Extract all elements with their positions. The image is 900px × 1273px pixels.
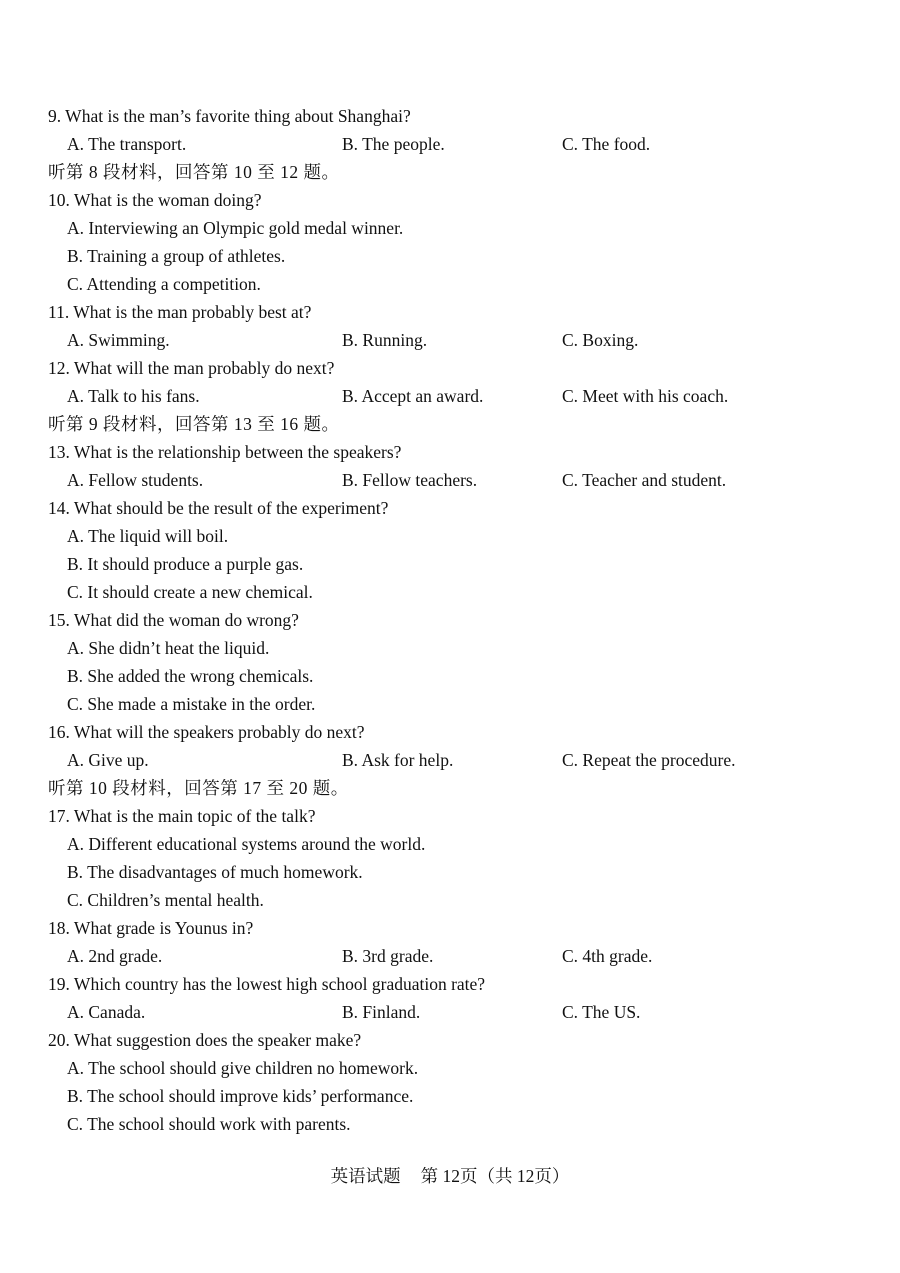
option-row bbox=[48, 942, 868, 970]
footer-subject: 英语试题 bbox=[330, 1166, 401, 1186]
option-a: A. Give up. bbox=[67, 750, 149, 770]
option-c: C. Repeat the procedure. bbox=[562, 750, 736, 770]
answer-option: A. Interviewing an Olympic gold medal winner. bbox=[67, 218, 404, 238]
question-text: 13. What is the relationship between the speakers? bbox=[48, 442, 402, 462]
question-text: 18. What grade is Younus in? bbox=[48, 918, 254, 938]
answer-option: B. The school should improve kids’ performance. bbox=[67, 1086, 414, 1106]
option-a: A. Swimming. bbox=[67, 330, 170, 350]
section-instruction: 听第 8 段材料，回答第 10 至 12 题。 bbox=[48, 162, 340, 182]
option-b: B. Fellow teachers. bbox=[342, 470, 478, 490]
option-a: A. Talk to his fans. bbox=[67, 386, 200, 406]
option-row bbox=[48, 130, 868, 158]
footer-page-number: 第 12页（共 12页） bbox=[420, 1166, 570, 1186]
answer-option: C. Children’s mental health. bbox=[67, 890, 264, 910]
option-c: C. The US. bbox=[562, 1002, 641, 1022]
question-text: 10. What is the woman doing? bbox=[48, 190, 262, 210]
answer-option: A. Different educational systems around the world. bbox=[67, 834, 426, 854]
section-instruction: 听第 10 段材料，回答第 17 至 20 题。 bbox=[48, 778, 349, 798]
option-c: C. 4th grade. bbox=[562, 946, 653, 966]
answer-option: B. It should produce a purple gas. bbox=[67, 554, 304, 574]
answer-option: C. It should create a new chemical. bbox=[67, 582, 313, 602]
option-c: C. Boxing. bbox=[562, 330, 639, 350]
option-row bbox=[48, 746, 868, 774]
answer-option: C. Attending a competition. bbox=[67, 274, 261, 294]
question-text: 11. What is the man probably best at? bbox=[48, 302, 312, 322]
question-text: 14. What should be the result of the experiment? bbox=[48, 498, 389, 518]
answer-option: B. She added the wrong chemicals. bbox=[67, 666, 314, 686]
option-a: A. Fellow students. bbox=[67, 470, 204, 490]
option-c: C. The food. bbox=[562, 134, 651, 154]
option-row bbox=[48, 326, 868, 354]
answer-option: C. The school should work with parents. bbox=[67, 1114, 351, 1134]
question-text: 19. Which country has the lowest high school graduation rate? bbox=[48, 974, 486, 994]
answer-option: A. The liquid will boil. bbox=[67, 526, 229, 546]
section-instruction: 听第 9 段材料，回答第 13 至 16 题。 bbox=[48, 414, 340, 434]
answer-option: B. The disadvantages of much homework. bbox=[67, 862, 363, 882]
option-a: A. 2nd grade. bbox=[67, 946, 163, 966]
option-b: B. Finland. bbox=[342, 1002, 421, 1022]
option-a: A. The transport. bbox=[67, 134, 187, 154]
option-c: C. Teacher and student. bbox=[562, 470, 727, 490]
option-b: B. 3rd grade. bbox=[342, 946, 434, 966]
question-text: 9. What is the man’s favorite thing about Shanghai? bbox=[48, 106, 411, 126]
question-text: 15. What did the woman do wrong? bbox=[48, 610, 299, 630]
answer-option: C. She made a mistake in the order. bbox=[67, 694, 316, 714]
answer-option: B. Training a group of athletes. bbox=[67, 246, 286, 266]
question-text: 16. What will the speakers probably do next? bbox=[48, 722, 365, 742]
question-text: 12. What will the man probably do next? bbox=[48, 358, 335, 378]
question-text: 17. What is the main topic of the talk? bbox=[48, 806, 316, 826]
option-row bbox=[48, 466, 868, 494]
answer-option: A. She didn’t heat the liquid. bbox=[67, 638, 270, 658]
option-b: B. Ask for help. bbox=[342, 750, 454, 770]
option-row bbox=[48, 382, 868, 410]
option-b: B. Accept an award. bbox=[342, 386, 484, 406]
option-b: B. The people. bbox=[342, 134, 445, 154]
option-b: B. Running. bbox=[342, 330, 428, 350]
page-footer bbox=[0, 1162, 900, 1190]
exam-content bbox=[48, 102, 868, 1138]
option-a: A. Canada. bbox=[67, 1002, 146, 1022]
answer-option: A. The school should give children no homework. bbox=[67, 1058, 419, 1078]
option-row bbox=[48, 998, 868, 1026]
option-c: C. Meet with his coach. bbox=[562, 386, 729, 406]
question-text: 20. What suggestion does the speaker make? bbox=[48, 1030, 362, 1050]
